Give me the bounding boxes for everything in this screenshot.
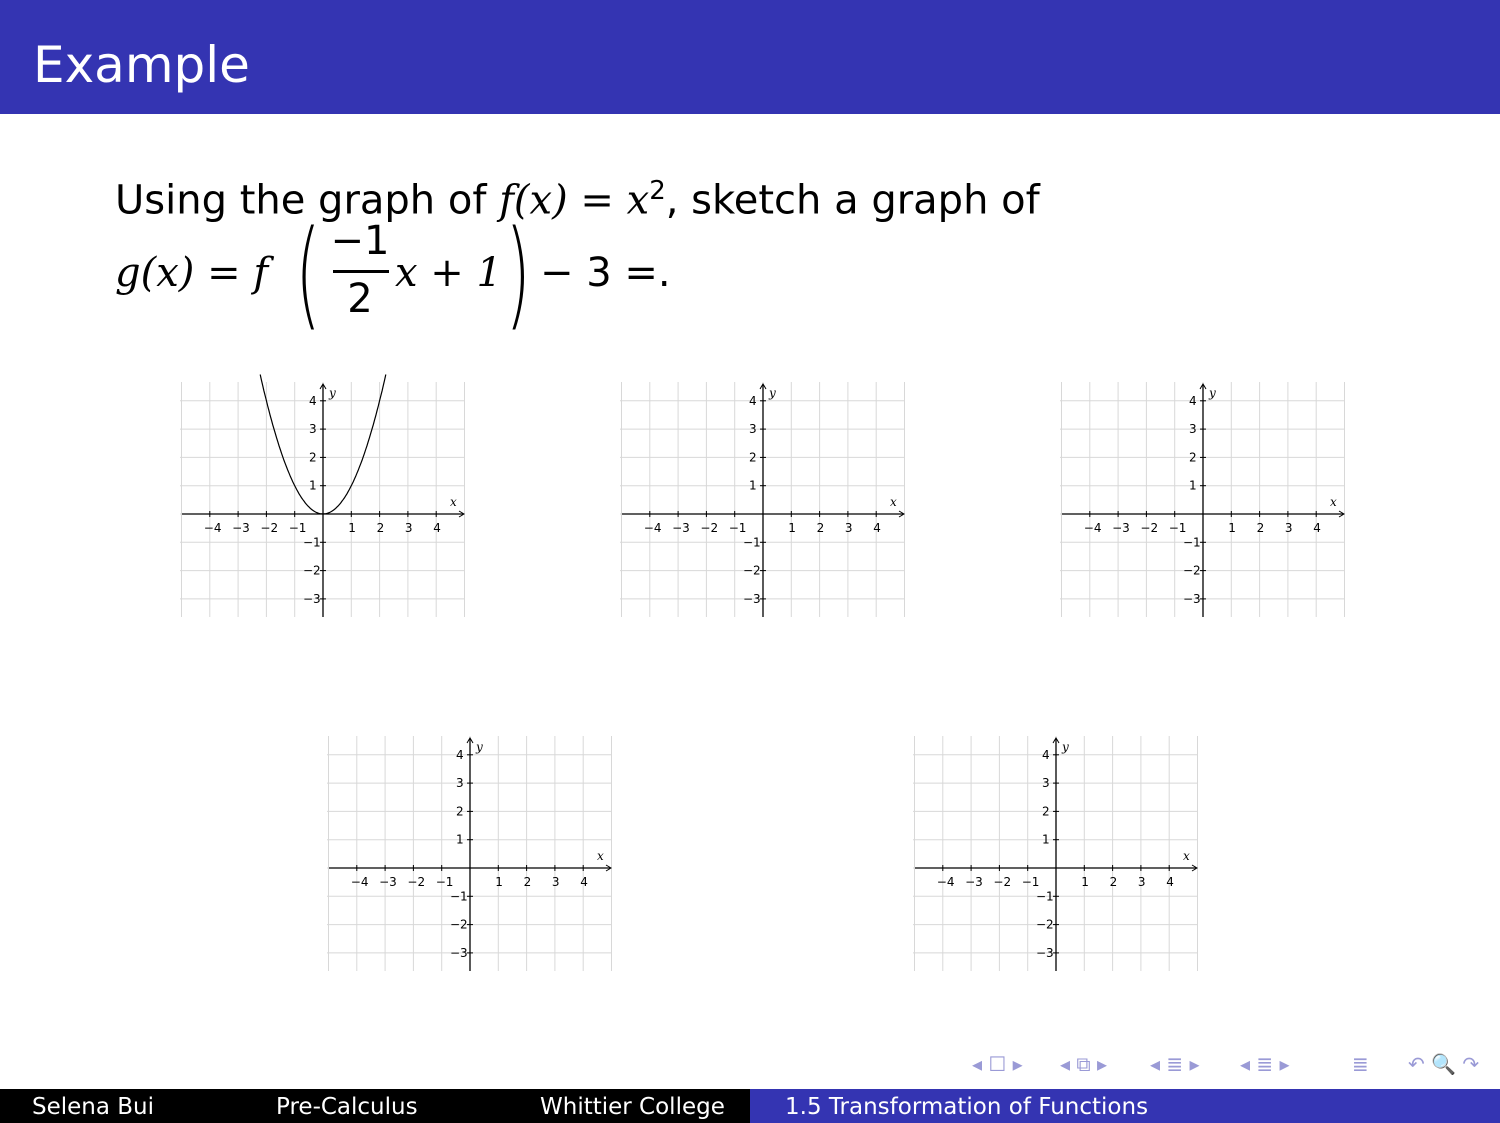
x-tick-label: 4 [580,875,588,889]
fraction-bar [333,270,389,273]
nav-subsection-icon[interactable]: ◂ ≣ ▸ [1240,1052,1290,1076]
y-tick-label: 3 [456,776,464,791]
fraction-numerator: −1 [330,218,390,264]
gx-lhs: g(x) = f [115,250,269,296]
y-tick-label: −1 [743,535,761,550]
y-tick-label: 1 [749,478,757,493]
x-axis-label: x [450,495,457,509]
x-axis-label: x [1330,495,1337,509]
x-tick-label: 3 [1284,521,1293,535]
y-tick-label: −2 [743,563,761,578]
x-tick-label: −3 [379,875,397,889]
problem-intro: Using the graph of [115,177,500,224]
y-tick-label: 3 [749,422,757,437]
x-tick-label: −1 [728,521,747,535]
x-tick-label: −2 [407,875,426,889]
y-tick-label: −2 [303,563,321,578]
y-tick-label: 1 [1042,832,1050,847]
x-tick-label: −2 [993,875,1012,889]
y-tick-label: 4 [1042,747,1050,762]
y-tick-label: −3 [1183,591,1201,606]
y-tick-label: 1 [309,478,317,493]
x-tick-label: 1 [1081,875,1089,889]
title-bar [0,0,1500,114]
nav-section-icon[interactable]: ◂ ≣ ▸ [1150,1052,1200,1076]
footer-section: 1.5 Transformation of Functions [785,1094,1149,1120]
y-tick-label: −1 [303,535,321,550]
y-tick-label: 2 [1042,804,1050,819]
nav-first-icon[interactable]: ◂ ☐ ▸ [972,1052,1023,1076]
graph-4-svg [327,736,617,976]
y-tick-label: −3 [450,945,468,960]
y-tick-label: 2 [1189,450,1197,465]
footer-bar [0,1089,1500,1123]
footer-institution: Whittier College [540,1094,725,1120]
x-tick-label: 4 [1166,875,1174,889]
x-tick-label: −3 [965,875,983,889]
y-axis-label: y [476,740,483,754]
x-tick-label: 4 [873,521,881,535]
x-tick-label: 2 [816,521,825,535]
x-tick-label: 3 [844,521,853,535]
y-tick-label: 2 [749,450,757,465]
x-tick-label: −3 [672,521,690,535]
x-tick-label: 3 [551,875,560,889]
nav-frame-icon[interactable]: ◂ ⧉ ▸ [1060,1052,1108,1076]
y-axis-label: y [1209,386,1216,400]
beamer-navigation [972,1052,1492,1082]
left-paren: ( [295,204,321,342]
nav-search-icon[interactable]: ↶ 🔍 ↷ [1408,1052,1480,1076]
graph-1 [180,382,470,622]
graph-4 [327,736,617,976]
x-tick-label: −2 [1140,521,1159,535]
footer-author: Selena Bui [32,1094,155,1120]
right-paren: ) [505,204,531,342]
x-tick-label: −2 [700,521,719,535]
x-axis-label: x [1183,849,1190,863]
y-tick-label: −1 [450,889,468,904]
y-tick-label: −1 [1183,535,1201,550]
y-tick-label: 1 [1189,478,1197,493]
x-axis-label: x [890,495,897,509]
y-tick-label: 2 [456,804,464,819]
x-tick-label: −4 [203,521,222,535]
y-tick-label: 4 [456,747,464,762]
y-tick-label: −3 [743,591,761,606]
x-tick-label: 1 [1228,521,1236,535]
y-axis-label: y [769,386,776,400]
x-tick-label: −1 [1168,521,1187,535]
x-tick-label: 2 [1256,521,1265,535]
x-tick-label: 2 [1109,875,1118,889]
y-tick-label: 2 [309,450,317,465]
x-tick-label: 3 [404,521,413,535]
y-tick-label: −2 [1183,563,1201,578]
x-axis-label: x [597,849,604,863]
graph-1-svg [180,382,470,622]
y-tick-label: −2 [1036,917,1054,932]
x-tick-label: 3 [1137,875,1146,889]
fx-exponent: 2 [649,176,666,206]
graph-5-svg [913,736,1203,976]
graph-3 [1060,382,1350,622]
x-tick-label: 2 [376,521,385,535]
x-tick-label: −3 [232,521,250,535]
y-tick-label: 4 [1189,393,1197,408]
x-tick-label: 2 [523,875,532,889]
y-tick-label: 1 [456,832,464,847]
y-tick-label: −2 [450,917,468,932]
y-tick-label: −3 [1036,945,1054,960]
x-tick-label: −4 [1083,521,1102,535]
y-tick-label: 3 [309,422,317,437]
x-tick-label: 1 [348,521,356,535]
y-tick-label: −1 [1036,889,1054,904]
gx-tail: − 3 =. [540,250,671,296]
nav-toc-icon[interactable]: ≣ [1352,1052,1369,1076]
x-tick-label: 1 [495,875,503,889]
fx-expression: f(x) = x [499,177,650,224]
x-tick-label: −2 [260,521,279,535]
problem-rest: , sketch a graph of [665,177,1040,224]
footer-course: Pre-Calculus [276,1094,418,1120]
y-tick-label: 3 [1189,422,1197,437]
graph-3-svg [1060,382,1350,622]
x-tick-label: −1 [1021,875,1040,889]
graph-2 [620,382,910,622]
y-tick-label: 3 [1042,776,1050,791]
y-axis-label: y [329,386,336,400]
problem-line-1 [115,165,1040,226]
y-tick-label: 4 [309,393,317,408]
graph-2-svg [620,382,910,622]
x-tick-label: −4 [936,875,955,889]
x-tick-label: −1 [435,875,454,889]
y-tick-label: 4 [749,393,757,408]
graph-5 [913,736,1203,976]
x-tick-label: 1 [788,521,796,535]
y-tick-label: −3 [303,591,321,606]
inner-rest: x + 1 [395,250,502,296]
slide-title: Example [33,36,250,94]
y-axis-label: y [1062,740,1069,754]
fraction-denominator: 2 [347,276,373,322]
x-tick-label: −1 [288,521,307,535]
x-tick-label: 4 [433,521,441,535]
x-tick-label: 4 [1313,521,1321,535]
x-tick-label: −4 [643,521,662,535]
x-tick-label: −3 [1112,521,1130,535]
x-tick-label: −4 [350,875,369,889]
